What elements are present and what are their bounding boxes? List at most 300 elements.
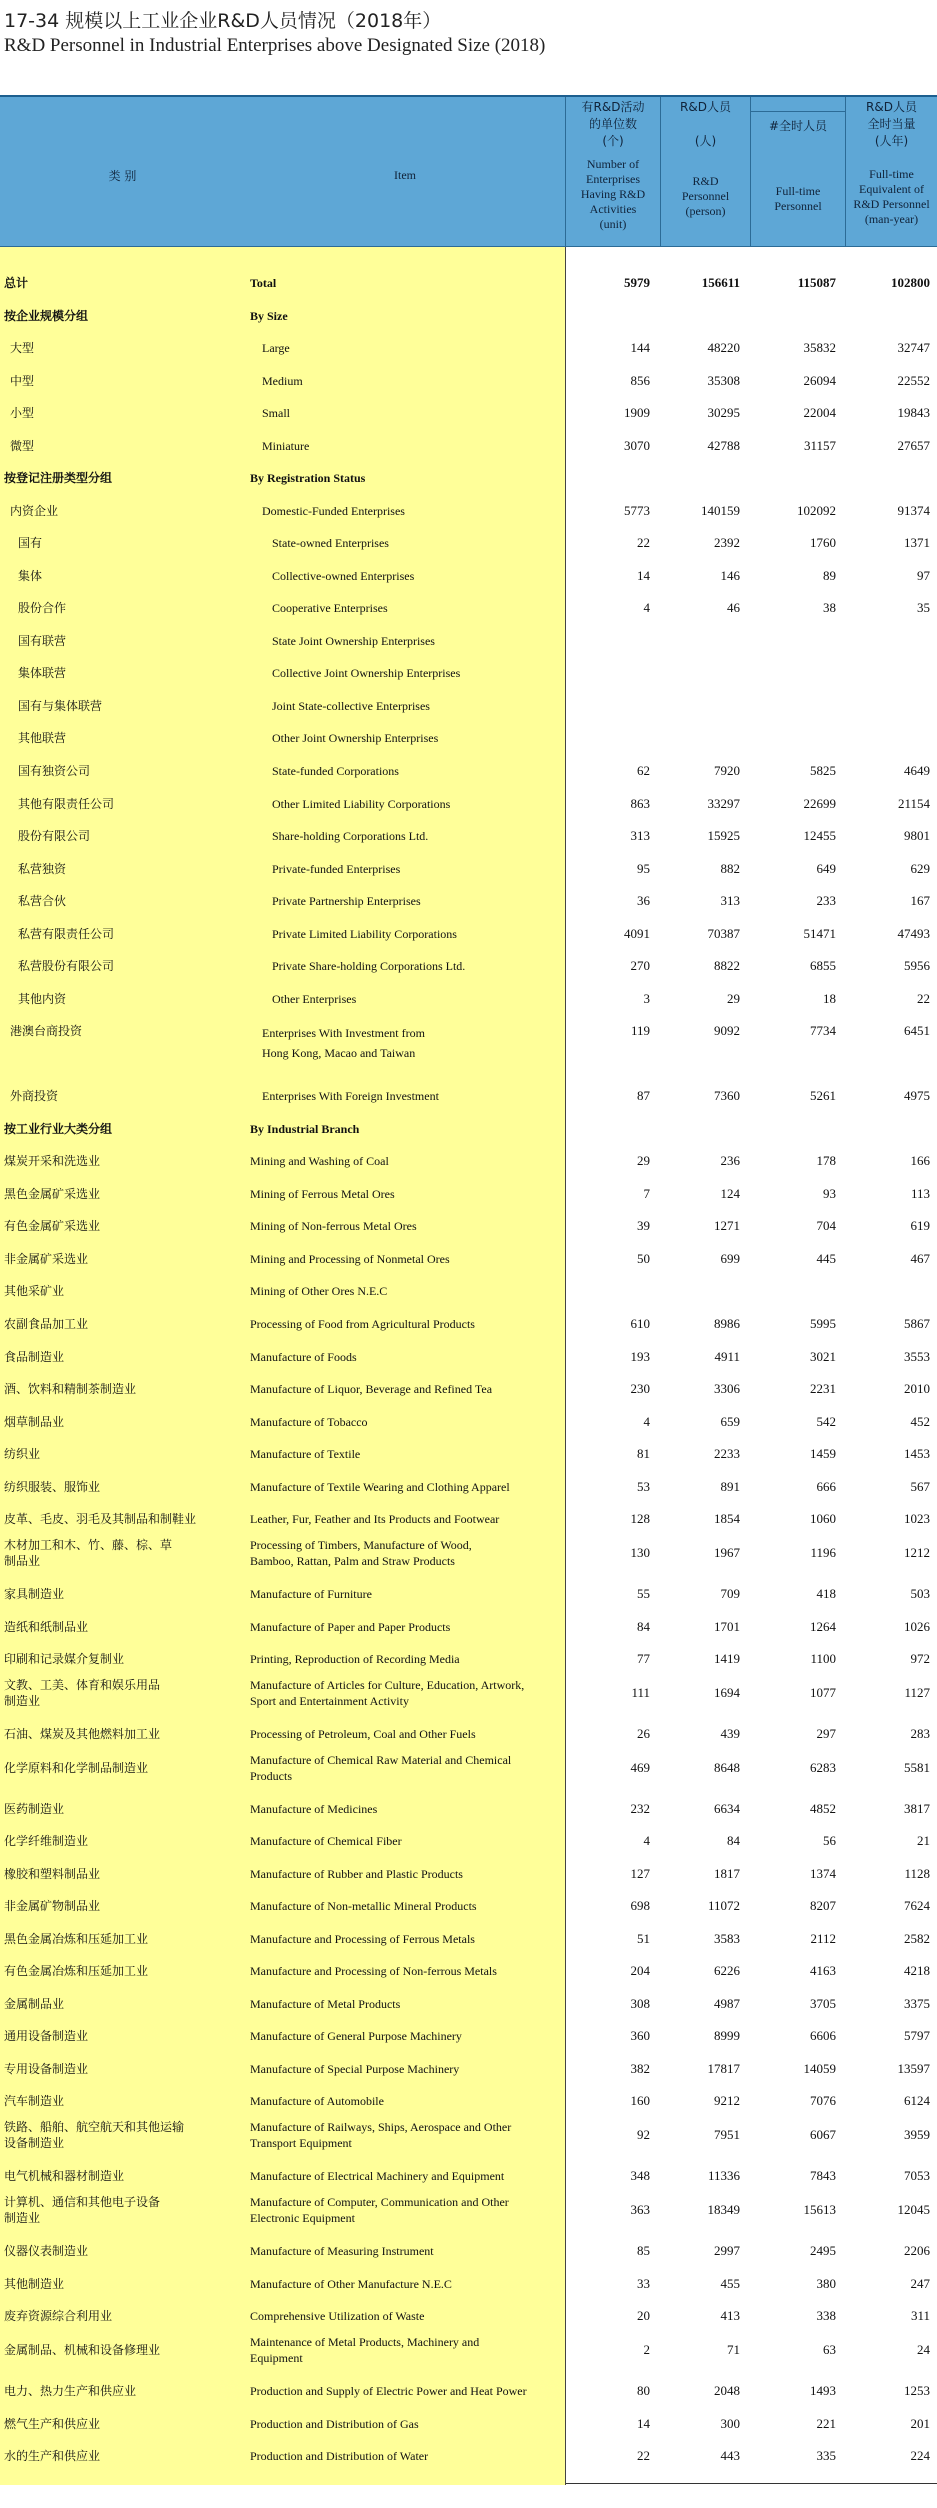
row-label-chinese: 石油、煤炭及其他燃料加工业 xyxy=(4,1727,161,1741)
row-label-english: Manufacture of Special Purpose Machinery xyxy=(250,2062,460,2076)
value-enterprises: 50 xyxy=(637,1251,650,1266)
row-label-chinese: 通用设备制造业 xyxy=(4,2029,89,2043)
value-full-time: 3705 xyxy=(810,1996,836,2011)
row-label-chinese: 废弃资源综合利用业 xyxy=(4,2309,113,2323)
row-label-english: Collective Joint Ownership Enterprises xyxy=(272,666,461,680)
row-label-chinese: 家具制造业 xyxy=(4,1587,65,1601)
value-full-time: 338 xyxy=(816,2308,836,2323)
value-rd-personnel: 1817 xyxy=(714,1866,740,1881)
header-full-time xyxy=(750,97,845,246)
value-full-time: 22004 xyxy=(803,405,836,420)
header-full-time-en: Full-time Personnel xyxy=(774,184,822,213)
value-rd-personnel: 7360 xyxy=(714,1088,740,1103)
value-rd-personnel: 2048 xyxy=(714,2383,740,2398)
row-label-chinese: 黑色金属冶炼和压延加工业 xyxy=(4,1932,149,1946)
row-label-chinese: 医药制造业 xyxy=(4,1802,65,1816)
value-enterprises: 14 xyxy=(637,568,650,583)
value-enterprises: 5773 xyxy=(624,503,650,518)
value-full-time: 93 xyxy=(823,1186,836,1201)
data-table xyxy=(0,95,937,2484)
value-rd-personnel: 70387 xyxy=(707,926,740,941)
value-rd-personnel: 11336 xyxy=(707,2168,740,2183)
row-label-english: Manufacture of Rubber and Plastic Products xyxy=(250,1867,463,1881)
value-full-time-equivalent: 311 xyxy=(910,2308,930,2323)
value-rd-personnel: 313 xyxy=(720,893,740,908)
value-full-time: 335 xyxy=(816,2448,836,2463)
value-full-time: 6855 xyxy=(810,958,836,973)
row-label-chinese: 有色金属矿采选业 xyxy=(4,1219,101,1233)
value-enterprises: 39 xyxy=(637,1218,650,1233)
table-header xyxy=(0,95,937,247)
row-label-english: Other Joint Ownership Enterprises xyxy=(272,731,439,745)
header-item-label: Item xyxy=(394,168,416,182)
row-label-chinese: 文教、工美、体育和娱乐用品 制造业 xyxy=(4,1678,161,1708)
value-full-time: 178 xyxy=(816,1153,836,1168)
value-full-time-equivalent: 1253 xyxy=(904,2383,930,2398)
value-full-time-equivalent: 5581 xyxy=(904,1760,930,1775)
row-label-english: Mining of Ferrous Metal Ores xyxy=(250,1187,395,1201)
row-label-chinese: 有色金属冶炼和压延加工业 xyxy=(4,1964,149,1978)
row-label-english: Manufacture of Non-metallic Mineral Products xyxy=(250,1899,477,1913)
value-full-time-equivalent: 3553 xyxy=(904,1349,930,1364)
value-rd-personnel: 124 xyxy=(720,1186,740,1201)
row-label-chinese: 黑色金属矿采选业 xyxy=(4,1187,101,1201)
value-full-time: 445 xyxy=(816,1251,836,1266)
row-label-chinese: 微型 xyxy=(10,439,35,453)
value-rd-personnel: 882 xyxy=(720,861,740,876)
value-enterprises: 230 xyxy=(630,1381,650,1396)
header-category xyxy=(0,97,245,246)
row-label-english: Manufacture of Automobile xyxy=(250,2094,384,2108)
value-full-time: 4852 xyxy=(810,1801,836,1816)
row-label-english: State-funded Corporations xyxy=(272,764,399,778)
value-full-time-equivalent: 6451 xyxy=(904,1023,930,1038)
value-enterprises: 4 xyxy=(643,600,650,615)
row-label-english: Manufacture of Other Manufacture N.E.C xyxy=(250,2277,452,2291)
value-full-time: 2495 xyxy=(810,2243,836,2258)
row-label-chinese: 金属制品业 xyxy=(4,1997,65,2011)
value-enterprises: 5979 xyxy=(624,275,650,290)
value-rd-personnel: 300 xyxy=(720,2416,740,2431)
value-full-time-equivalent: 3375 xyxy=(904,1996,930,2011)
row-label-english: Manufacture of Textile xyxy=(250,1447,361,1461)
row-label-english: Processing of Timbers, Manufacture of Wood, Bamboo, Rattan, Palm and Straw Products xyxy=(250,1538,472,1568)
value-enterprises: 51 xyxy=(637,1931,650,1946)
value-full-time-equivalent: 3817 xyxy=(904,1801,930,1816)
value-rd-personnel: 439 xyxy=(720,1726,740,1741)
row-label-chinese: 集体 xyxy=(18,569,43,583)
row-label-english: Manufacture of Paper and Paper Products xyxy=(250,1620,451,1634)
value-enterprises: 1909 xyxy=(624,405,650,420)
header-fte-cn: R&D人员 全时当量 (人年) xyxy=(866,100,917,148)
value-rd-personnel: 8999 xyxy=(714,2028,740,2043)
header-enterprises-cn: 有R&D活动 的单位数 (个) xyxy=(581,100,645,148)
row-label-chinese: 股份合作 xyxy=(18,601,67,615)
row-label-chinese: 其他内资 xyxy=(18,992,67,1006)
row-label-english: By Size xyxy=(250,309,288,323)
row-label-chinese: 大型 xyxy=(10,341,35,355)
value-full-time: 5261 xyxy=(810,1088,836,1103)
value-full-time: 542 xyxy=(816,1414,836,1429)
value-enterprises: 160 xyxy=(630,2093,650,2108)
value-full-time-equivalent: 503 xyxy=(910,1586,930,1601)
value-rd-personnel: 9212 xyxy=(714,2093,740,2108)
value-rd-personnel: 8986 xyxy=(714,1316,740,1331)
value-enterprises: 4091 xyxy=(624,926,650,941)
row-label-chinese: 股份有限公司 xyxy=(18,829,91,843)
value-rd-personnel: 11072 xyxy=(707,1898,740,1913)
value-full-time-equivalent: 12045 xyxy=(897,2202,930,2217)
value-full-time-equivalent: 5797 xyxy=(904,2028,930,2043)
value-enterprises: 130 xyxy=(630,1545,650,1560)
value-enterprises: 3 xyxy=(643,991,650,1006)
value-enterprises: 111 xyxy=(631,1685,650,1700)
value-enterprises: 469 xyxy=(630,1760,650,1775)
value-full-time: 1077 xyxy=(810,1685,836,1700)
value-enterprises: 95 xyxy=(637,861,650,876)
row-label-english: Private Share-holding Corporations Ltd. xyxy=(272,959,466,973)
row-label-english: Small xyxy=(262,406,291,420)
header-rd-personnel-cn: R&D人员 (人) xyxy=(680,100,731,148)
row-label-english: Domestic-Funded Enterprises xyxy=(262,504,405,518)
row-label-chinese: 按登记注册类型分组 xyxy=(4,471,113,485)
row-label-english: Enterprises With Foreign Investment xyxy=(262,1089,439,1103)
value-full-time-equivalent: 247 xyxy=(910,2276,930,2291)
row-label-chinese: 汽车制造业 xyxy=(4,2094,65,2108)
row-label-chinese: 小型 xyxy=(10,406,35,420)
row-label-english: Manufacture of General Purpose Machinery xyxy=(250,2029,462,2043)
row-label-chinese: 化学纤维制造业 xyxy=(4,1834,89,1848)
row-label-english: Manufacture and Processing of Ferrous Metals xyxy=(250,1932,475,1946)
value-full-time: 5825 xyxy=(810,763,836,778)
value-full-time-equivalent: 629 xyxy=(910,861,930,876)
row-label-english: Leather, Fur, Feather and Its Products and Footwear xyxy=(250,1512,500,1526)
value-full-time: 380 xyxy=(816,2276,836,2291)
row-label-english: Manufacture of Foods xyxy=(250,1350,357,1364)
row-label-english: Manufacture of Chemical Raw Material and Chemical Products xyxy=(250,1753,512,1783)
row-label-english: Manufacture of Metal Products xyxy=(250,1997,401,2011)
value-full-time: 704 xyxy=(816,1218,836,1233)
row-label-chinese: 煤炭开采和洗选业 xyxy=(4,1154,101,1168)
row-label-chinese: 印刷和记录媒介复制业 xyxy=(4,1652,125,1666)
value-enterprises: 2 xyxy=(643,2342,650,2357)
value-enterprises: 77 xyxy=(637,1651,650,1666)
row-label-english: Production and Distribution of Water xyxy=(250,2449,429,2463)
row-label-chinese: 中型 xyxy=(10,374,35,388)
row-label-chinese: 港澳台商投资 xyxy=(10,1024,83,1038)
header-enterprises xyxy=(565,97,660,246)
value-full-time: 12455 xyxy=(803,828,836,843)
value-enterprises: 270 xyxy=(630,958,650,973)
value-full-time: 649 xyxy=(816,861,836,876)
value-enterprises: 80 xyxy=(637,2383,650,2398)
value-full-time: 1100 xyxy=(810,1651,836,1666)
table-body xyxy=(0,247,937,2485)
value-full-time-equivalent: 6124 xyxy=(904,2093,930,2108)
row-label-english: Production and Distribution of Gas xyxy=(250,2417,419,2431)
value-rd-personnel: 891 xyxy=(720,1479,740,1494)
row-label-english: Manufacture of Textile Wearing and Clothing Apparel xyxy=(250,1480,510,1494)
value-full-time: 56 xyxy=(823,1833,836,1848)
value-rd-personnel: 6634 xyxy=(714,1801,740,1816)
row-label-english: Private-funded Enterprises xyxy=(272,862,401,876)
value-enterprises: 85 xyxy=(637,2243,650,2258)
value-full-time-equivalent: 467 xyxy=(910,1251,930,1266)
value-full-time: 18 xyxy=(823,991,836,1006)
value-full-time-equivalent: 452 xyxy=(910,1414,930,1429)
value-rd-personnel: 709 xyxy=(720,1586,740,1601)
value-full-time-equivalent: 167 xyxy=(910,893,930,908)
value-full-time-equivalent: 2010 xyxy=(904,1381,930,1396)
value-full-time: 1760 xyxy=(810,535,836,550)
value-full-time: 5995 xyxy=(810,1316,836,1331)
value-full-time-equivalent: 24 xyxy=(917,2342,930,2357)
row-label-english: Private Limited Liability Corporations xyxy=(272,927,457,941)
value-rd-personnel: 1854 xyxy=(714,1511,740,1526)
value-enterprises: 20 xyxy=(637,2308,650,2323)
value-full-time: 1374 xyxy=(810,1866,836,1881)
value-rd-personnel: 156611 xyxy=(701,275,740,290)
value-rd-personnel: 2233 xyxy=(714,1446,740,1461)
value-rd-personnel: 443 xyxy=(720,2448,740,2463)
header-subdivider xyxy=(750,111,845,112)
header-enterprises-en: Number of Enterprises Having R&D Activities (unit) xyxy=(580,157,646,231)
value-rd-personnel: 33297 xyxy=(707,796,740,811)
header-rd-personnel-en: R&D Personnel (person) xyxy=(681,174,730,218)
row-label-chinese: 电力、热力生产和供应业 xyxy=(4,2384,137,2398)
value-enterprises: 87 xyxy=(637,1088,650,1103)
row-label-chinese: 仪器仪表制造业 xyxy=(4,2244,89,2258)
value-full-time: 666 xyxy=(816,1479,836,1494)
row-label-english: Mining of Non-ferrous Metal Ores xyxy=(250,1219,417,1233)
value-enterprises: 856 xyxy=(630,373,650,388)
header-full-time-equivalent xyxy=(845,97,937,246)
row-label-english: Manufacture of Furniture xyxy=(250,1587,372,1601)
row-label-chinese: 按工业行业大类分组 xyxy=(4,1122,113,1136)
value-full-time-equivalent: 4649 xyxy=(904,763,930,778)
value-full-time: 14059 xyxy=(803,2061,836,2076)
value-full-time-equivalent: 91374 xyxy=(897,503,930,518)
value-full-time-equivalent: 97 xyxy=(917,568,930,583)
value-full-time: 1264 xyxy=(810,1619,836,1634)
value-full-time-equivalent: 166 xyxy=(910,1153,930,1168)
value-full-time-equivalent: 1212 xyxy=(904,1545,930,1560)
row-label-english: Printing, Reproduction of Recording Media xyxy=(250,1652,460,1666)
row-label-chinese: 按企业规模分组 xyxy=(4,309,89,323)
row-label-english: Mining and Washing of Coal xyxy=(250,1154,389,1168)
value-enterprises: 119 xyxy=(630,1023,650,1038)
row-label-chinese: 烟草制品业 xyxy=(4,1415,65,1429)
value-rd-personnel: 48220 xyxy=(707,340,740,355)
row-label-english: Other Enterprises xyxy=(272,992,357,1006)
value-full-time-equivalent: 9801 xyxy=(904,828,930,843)
row-label-chinese: 食品制造业 xyxy=(4,1350,65,1364)
row-label-chinese: 农副食品加工业 xyxy=(4,1317,89,1331)
value-full-time: 26094 xyxy=(803,373,836,388)
value-full-time: 8207 xyxy=(810,1898,836,1913)
row-label-english: State Joint Ownership Enterprises xyxy=(272,634,435,648)
row-label-english: Production and Supply of Electric Power and Heat Power xyxy=(250,2384,527,2398)
row-label-chinese: 私营合伙 xyxy=(18,894,67,908)
value-full-time-equivalent: 13597 xyxy=(897,2061,930,2076)
value-rd-personnel: 6226 xyxy=(714,1963,740,1978)
value-rd-personnel: 1967 xyxy=(714,1545,740,1560)
value-enterprises: 382 xyxy=(630,2061,650,2076)
value-full-time: 7843 xyxy=(810,2168,836,2183)
value-enterprises: 22 xyxy=(637,535,650,550)
row-label-chinese: 非金属矿采选业 xyxy=(4,1252,89,1266)
row-label-chinese: 化学原料和化学制品制造业 xyxy=(4,1761,149,1775)
row-label-chinese: 其他采矿业 xyxy=(4,1284,65,1298)
row-label-english: Manufacture of Medicines xyxy=(250,1802,378,1816)
value-rd-personnel: 18349 xyxy=(707,2202,740,2217)
value-full-time: 6067 xyxy=(810,2127,836,2142)
value-rd-personnel: 8822 xyxy=(714,958,740,973)
value-enterprises: 4 xyxy=(643,1833,650,1848)
row-label-chinese: 造纸和纸制品业 xyxy=(4,1620,89,1634)
value-enterprises: 363 xyxy=(630,2202,650,2217)
row-label-english: Total xyxy=(250,276,277,290)
value-full-time-equivalent: 32747 xyxy=(897,340,930,355)
value-full-time-equivalent: 1023 xyxy=(904,1511,930,1526)
row-label-english: Manufacture of Liquor, Beverage and Refined Tea xyxy=(250,1382,493,1396)
value-enterprises: 53 xyxy=(637,1479,650,1494)
row-label-english: Mining of Other Ores N.E.C xyxy=(250,1284,388,1298)
value-full-time: 221 xyxy=(816,2416,836,2431)
value-full-time-equivalent: 4975 xyxy=(904,1088,930,1103)
value-full-time-equivalent: 47493 xyxy=(897,926,930,941)
row-label-english: State-owned Enterprises xyxy=(272,536,389,550)
value-enterprises: 36 xyxy=(637,893,650,908)
row-label-english: Manufacture of Electrical Machinery and Equipment xyxy=(250,2169,505,2183)
value-full-time: 1459 xyxy=(810,1446,836,1461)
value-full-time-equivalent: 972 xyxy=(910,1651,930,1666)
row-label-english: Mining and Processing of Nonmetal Ores xyxy=(250,1252,450,1266)
value-enterprises: 26 xyxy=(637,1726,650,1741)
value-rd-personnel: 46 xyxy=(727,600,740,615)
value-rd-personnel: 42788 xyxy=(707,438,740,453)
value-full-time: 1196 xyxy=(810,1545,836,1560)
value-enterprises: 360 xyxy=(630,2028,650,2043)
value-full-time: 1493 xyxy=(810,2383,836,2398)
value-rd-personnel: 8648 xyxy=(714,1760,740,1775)
row-label-english: By Registration Status xyxy=(250,471,366,485)
value-full-time: 102092 xyxy=(797,503,836,518)
value-full-time-equivalent: 619 xyxy=(910,1218,930,1233)
value-enterprises: 863 xyxy=(630,796,650,811)
row-label-english: Medium xyxy=(262,374,303,388)
value-full-time-equivalent: 1128 xyxy=(904,1866,930,1881)
value-full-time: 7734 xyxy=(810,1023,836,1038)
row-label-english: Manufacture of Computer, Communication and Other Electronic Equipment xyxy=(250,2195,509,2225)
row-label-chinese: 国有独资公司 xyxy=(18,764,91,778)
value-rd-personnel: 15925 xyxy=(707,828,740,843)
row-label-english: Share-holding Corporations Ltd. xyxy=(272,829,429,843)
value-full-time-equivalent: 21154 xyxy=(897,796,930,811)
table-title-english: R&D Personnel in Industrial Enterprises above Designated Size (2018) xyxy=(4,35,546,56)
value-rd-personnel: 84 xyxy=(727,1833,740,1848)
value-rd-personnel: 1419 xyxy=(714,1651,740,1666)
value-enterprises: 204 xyxy=(630,1963,650,1978)
value-rd-personnel: 1694 xyxy=(714,1685,740,1700)
value-rd-personnel: 236 xyxy=(720,1153,740,1168)
value-full-time: 6283 xyxy=(810,1760,836,1775)
value-rd-personnel: 455 xyxy=(720,2276,740,2291)
row-label-chinese: 金属制品、机械和设备修理业 xyxy=(4,2343,161,2357)
value-full-time: 51471 xyxy=(803,926,836,941)
row-label-chinese: 其他有限责任公司 xyxy=(18,797,115,811)
row-label-chinese: 铁路、船舶、航空航天和其他运输 设备制造业 xyxy=(4,2120,185,2150)
value-full-time: 233 xyxy=(816,893,836,908)
value-full-time: 418 xyxy=(816,1586,836,1601)
value-full-time-equivalent: 2206 xyxy=(904,2243,930,2258)
value-enterprises: 55 xyxy=(637,1586,650,1601)
value-enterprises: 144 xyxy=(630,340,650,355)
value-enterprises: 308 xyxy=(630,1996,650,2011)
value-rd-personnel: 3583 xyxy=(714,1931,740,1946)
row-label-english: Processing of Petroleum, Coal and Other Fuels xyxy=(250,1727,476,1741)
row-label-chinese: 总计 xyxy=(4,276,29,290)
value-full-time-equivalent: 2582 xyxy=(904,1931,930,1946)
value-rd-personnel: 29 xyxy=(727,991,740,1006)
value-enterprises: 193 xyxy=(630,1349,650,1364)
row-label-english: Joint State-collective Enterprises xyxy=(272,699,430,713)
value-full-time-equivalent: 22 xyxy=(917,991,930,1006)
row-label-english: Collective-owned Enterprises xyxy=(272,569,415,583)
value-full-time: 3021 xyxy=(810,1349,836,1364)
value-full-time-equivalent: 5867 xyxy=(904,1316,930,1331)
value-enterprises: 33 xyxy=(637,2276,650,2291)
row-label-chinese: 其他联营 xyxy=(18,731,67,745)
row-label-chinese: 水的生产和供应业 xyxy=(4,2449,101,2463)
value-rd-personnel: 9092 xyxy=(714,1023,740,1038)
value-rd-personnel: 2392 xyxy=(714,535,740,550)
row-label-chinese: 酒、饮料和精制茶制造业 xyxy=(4,1382,137,1396)
row-label-chinese: 外商投资 xyxy=(10,1089,59,1103)
value-rd-personnel: 1271 xyxy=(714,1218,740,1233)
value-enterprises: 313 xyxy=(630,828,650,843)
row-label-chinese: 其他制造业 xyxy=(4,2277,65,2291)
value-enterprises: 7 xyxy=(643,1186,650,1201)
value-full-time-equivalent: 19843 xyxy=(897,405,930,420)
value-rd-personnel: 7920 xyxy=(714,763,740,778)
value-full-time-equivalent: 1371 xyxy=(904,535,930,550)
value-full-time: 115087 xyxy=(797,275,836,290)
value-rd-personnel: 146 xyxy=(720,568,740,583)
value-full-time-equivalent: 7624 xyxy=(904,1898,930,1913)
row-label-chinese: 木材加工和木、竹、藤、棕、草 制品业 xyxy=(4,1538,173,1568)
value-enterprises: 232 xyxy=(630,1801,650,1816)
value-enterprises: 29 xyxy=(637,1153,650,1168)
value-full-time-equivalent: 35 xyxy=(917,600,930,615)
value-full-time-equivalent: 7053 xyxy=(904,2168,930,2183)
value-full-time-equivalent: 201 xyxy=(910,2416,930,2431)
value-enterprises: 84 xyxy=(637,1619,650,1634)
row-label-english: Other Limited Liability Corporations xyxy=(272,797,451,811)
row-label-chinese: 纺织服装、服饰业 xyxy=(4,1480,101,1494)
value-full-time-equivalent: 1127 xyxy=(904,1685,930,1700)
value-enterprises: 4 xyxy=(643,1414,650,1429)
value-full-time: 31157 xyxy=(803,438,836,453)
value-full-time: 1060 xyxy=(810,1511,836,1526)
value-full-time-equivalent: 22552 xyxy=(897,373,930,388)
row-label-chinese: 私营有限责任公司 xyxy=(18,927,115,941)
value-rd-personnel: 3306 xyxy=(714,1381,740,1396)
row-label-chinese: 皮革、毛皮、羽毛及其制品和制鞋业 xyxy=(4,1512,197,1526)
value-full-time-equivalent: 567 xyxy=(910,1479,930,1494)
value-full-time: 35832 xyxy=(803,340,836,355)
value-rd-personnel: 413 xyxy=(720,2308,740,2323)
